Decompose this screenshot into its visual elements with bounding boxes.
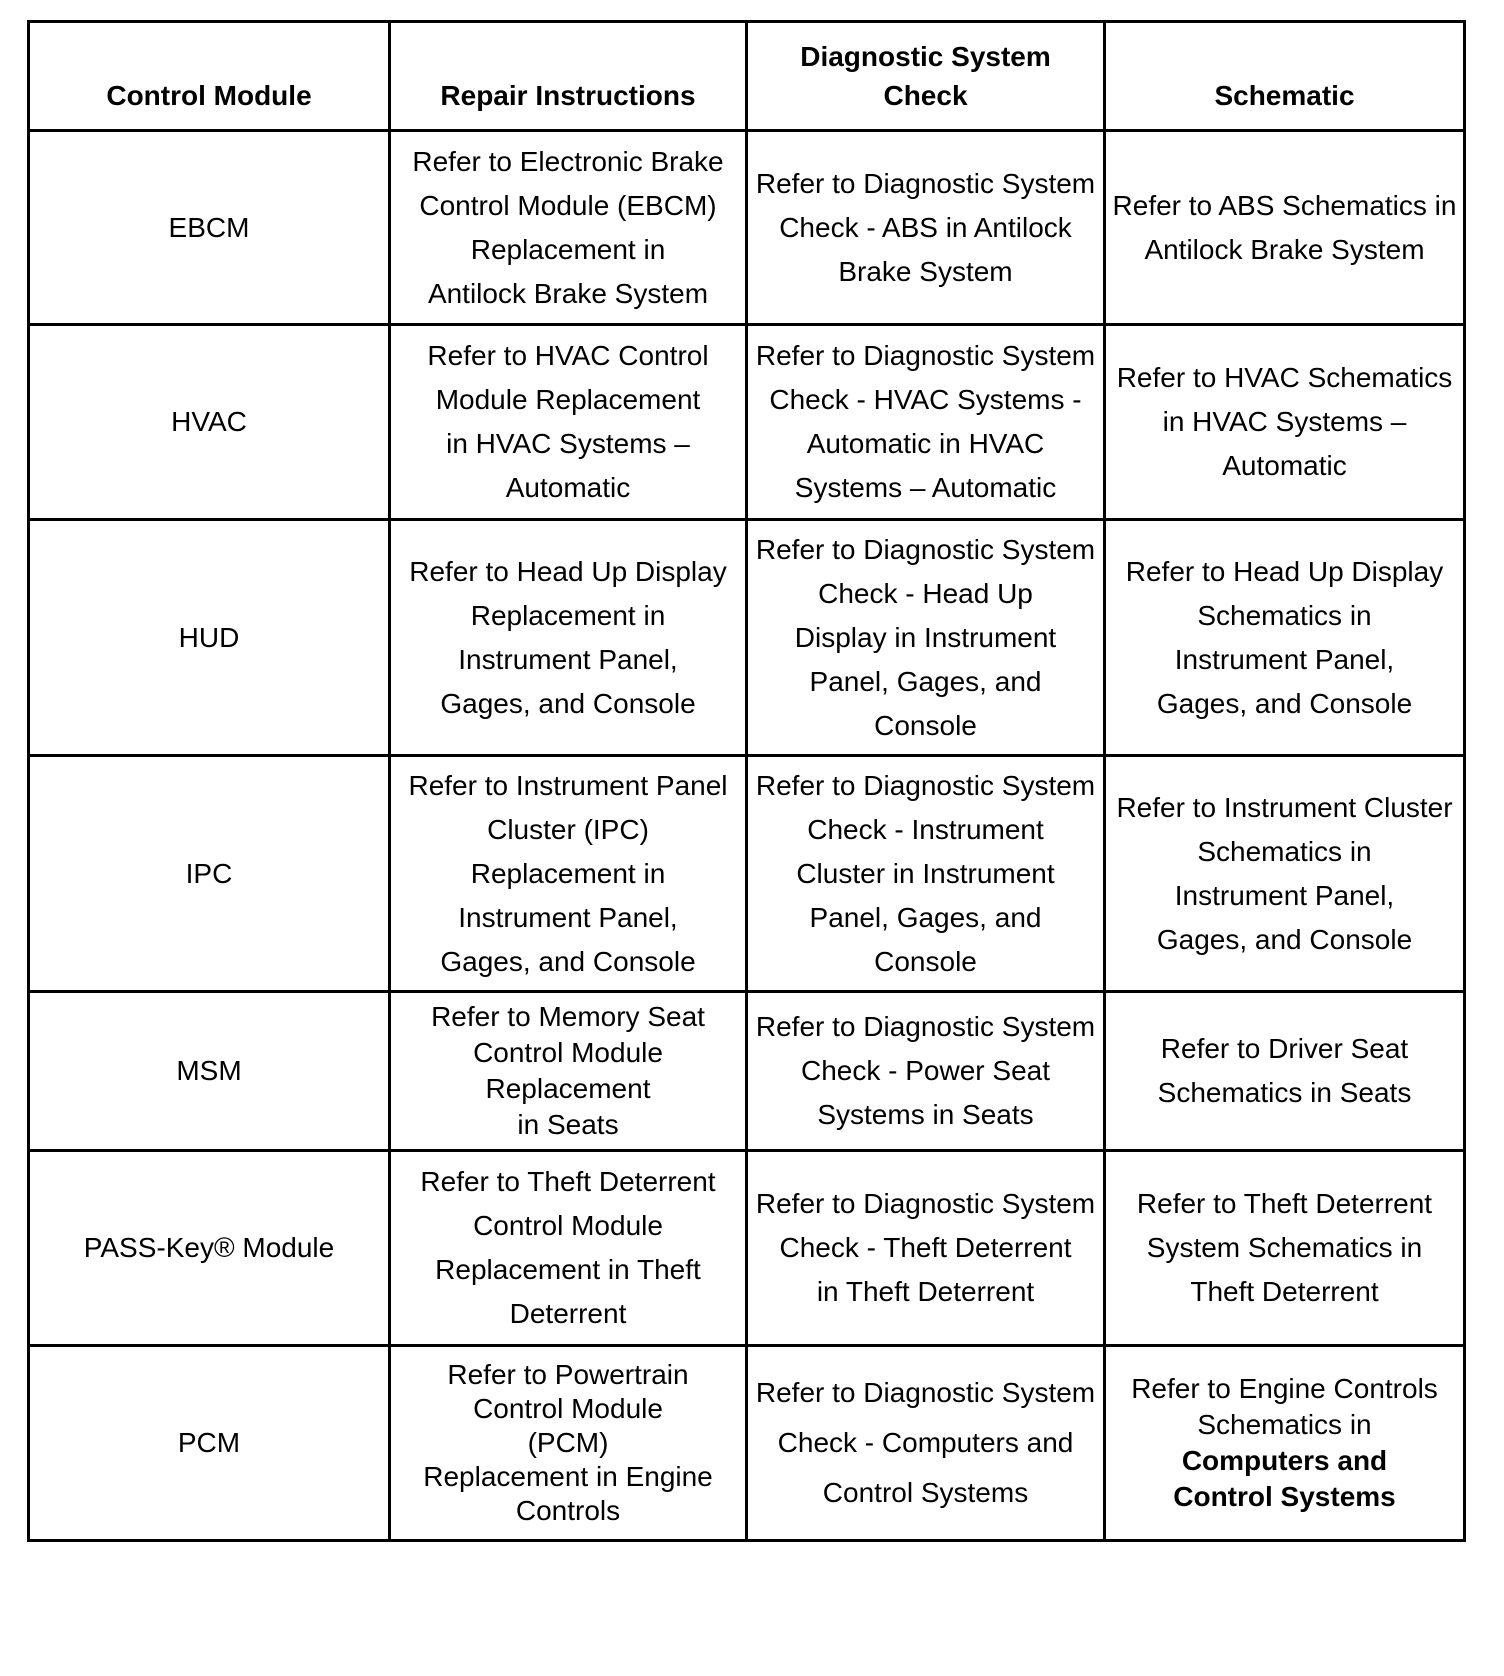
schematic-cell: Refer to Head Up Display Schematics in Instrument Panel, Gages, and Console: [1105, 520, 1465, 756]
schematic-cell: Refer to ABS Schematics in Antilock Brake System: [1105, 131, 1465, 325]
repair-cell: Refer to Powertrain Control Module (PCM) Replacement in Engine Controls: [390, 1346, 747, 1541]
module-cell: MSM: [29, 992, 390, 1151]
diagnostic-cell: Refer to Diagnostic System Check - ABS in Antilock Brake System: [747, 131, 1105, 325]
schematic-text: Refer to Engine Controls Schematics in: [1131, 1373, 1438, 1440]
schematic-bold-text: Computers and Control Systems: [1173, 1445, 1396, 1512]
header-diagnostic-system-check: Diagnostic System Check: [747, 22, 1105, 131]
header-repair-instructions: Repair Instructions: [390, 22, 747, 131]
module-cell: IPC: [29, 756, 390, 992]
repair-cell: Refer to Theft Deterrent Control Module Replacement in Theft Deterrent: [390, 1151, 747, 1346]
control-module-table: [27, 20, 1466, 1542]
table-row: [29, 992, 1465, 1151]
repair-cell: Refer to Head Up Display Replacement in Instrument Panel, Gages, and Console: [390, 520, 747, 756]
module-cell: HVAC: [29, 325, 390, 520]
table-header-row: [29, 22, 1465, 131]
schematic-cell: Refer to Driver Seat Schematics in Seats: [1105, 992, 1465, 1151]
schematic-cell: Refer to Instrument Cluster Schematics in Instrument Panel, Gages, and Console: [1105, 756, 1465, 992]
schematic-cell: Refer to HVAC Schematics in HVAC Systems – Automatic: [1105, 325, 1465, 520]
table-row: [29, 756, 1465, 992]
table-row: [29, 1151, 1465, 1346]
module-cell: EBCM: [29, 131, 390, 325]
diagnostic-cell: Refer to Diagnostic System Check - Instrument Cluster in Instrument Panel, Gages, and Console: [747, 756, 1105, 992]
repair-cell: Refer to HVAC Control Module Replacement in HVAC Systems – Automatic: [390, 325, 747, 520]
diagnostic-cell: Refer to Diagnostic System Check - HVAC Systems - Automatic in HVAC Systems – Automatic: [747, 325, 1105, 520]
table-row: [29, 520, 1465, 756]
header-control-module: Control Module: [29, 22, 390, 131]
diagnostic-cell: Refer to Diagnostic System Check - Theft Deterrent in Theft Deterrent: [747, 1151, 1105, 1346]
repair-cell: Refer to Memory Seat Control Module Replacement in Seats: [390, 992, 747, 1151]
module-cell: PCM: [29, 1346, 390, 1541]
diagnostic-cell: Refer to Diagnostic System Check - Computers and Control Systems: [747, 1346, 1105, 1541]
schematic-cell: [1105, 1346, 1465, 1541]
diagnostic-cell: Refer to Diagnostic System Check - Head Up Display in Instrument Panel, Gages, and Console: [747, 520, 1105, 756]
table-row: [29, 1346, 1465, 1541]
table-row: [29, 131, 1465, 325]
repair-cell: Refer to Electronic Brake Control Module (EBCM) Replacement in Antilock Brake System: [390, 131, 747, 325]
diagnostic-cell: Refer to Diagnostic System Check - Power Seat Systems in Seats: [747, 992, 1105, 1151]
table-row: [29, 325, 1465, 520]
repair-cell: Refer to Instrument Panel Cluster (IPC) Replacement in Instrument Panel, Gages, and Console: [390, 756, 747, 992]
header-schematic: Schematic: [1105, 22, 1465, 131]
schematic-cell: Refer to Theft Deterrent System Schematics in Theft Deterrent: [1105, 1151, 1465, 1346]
module-cell: PASS-Key® Module: [29, 1151, 390, 1346]
module-cell: HUD: [29, 520, 390, 756]
